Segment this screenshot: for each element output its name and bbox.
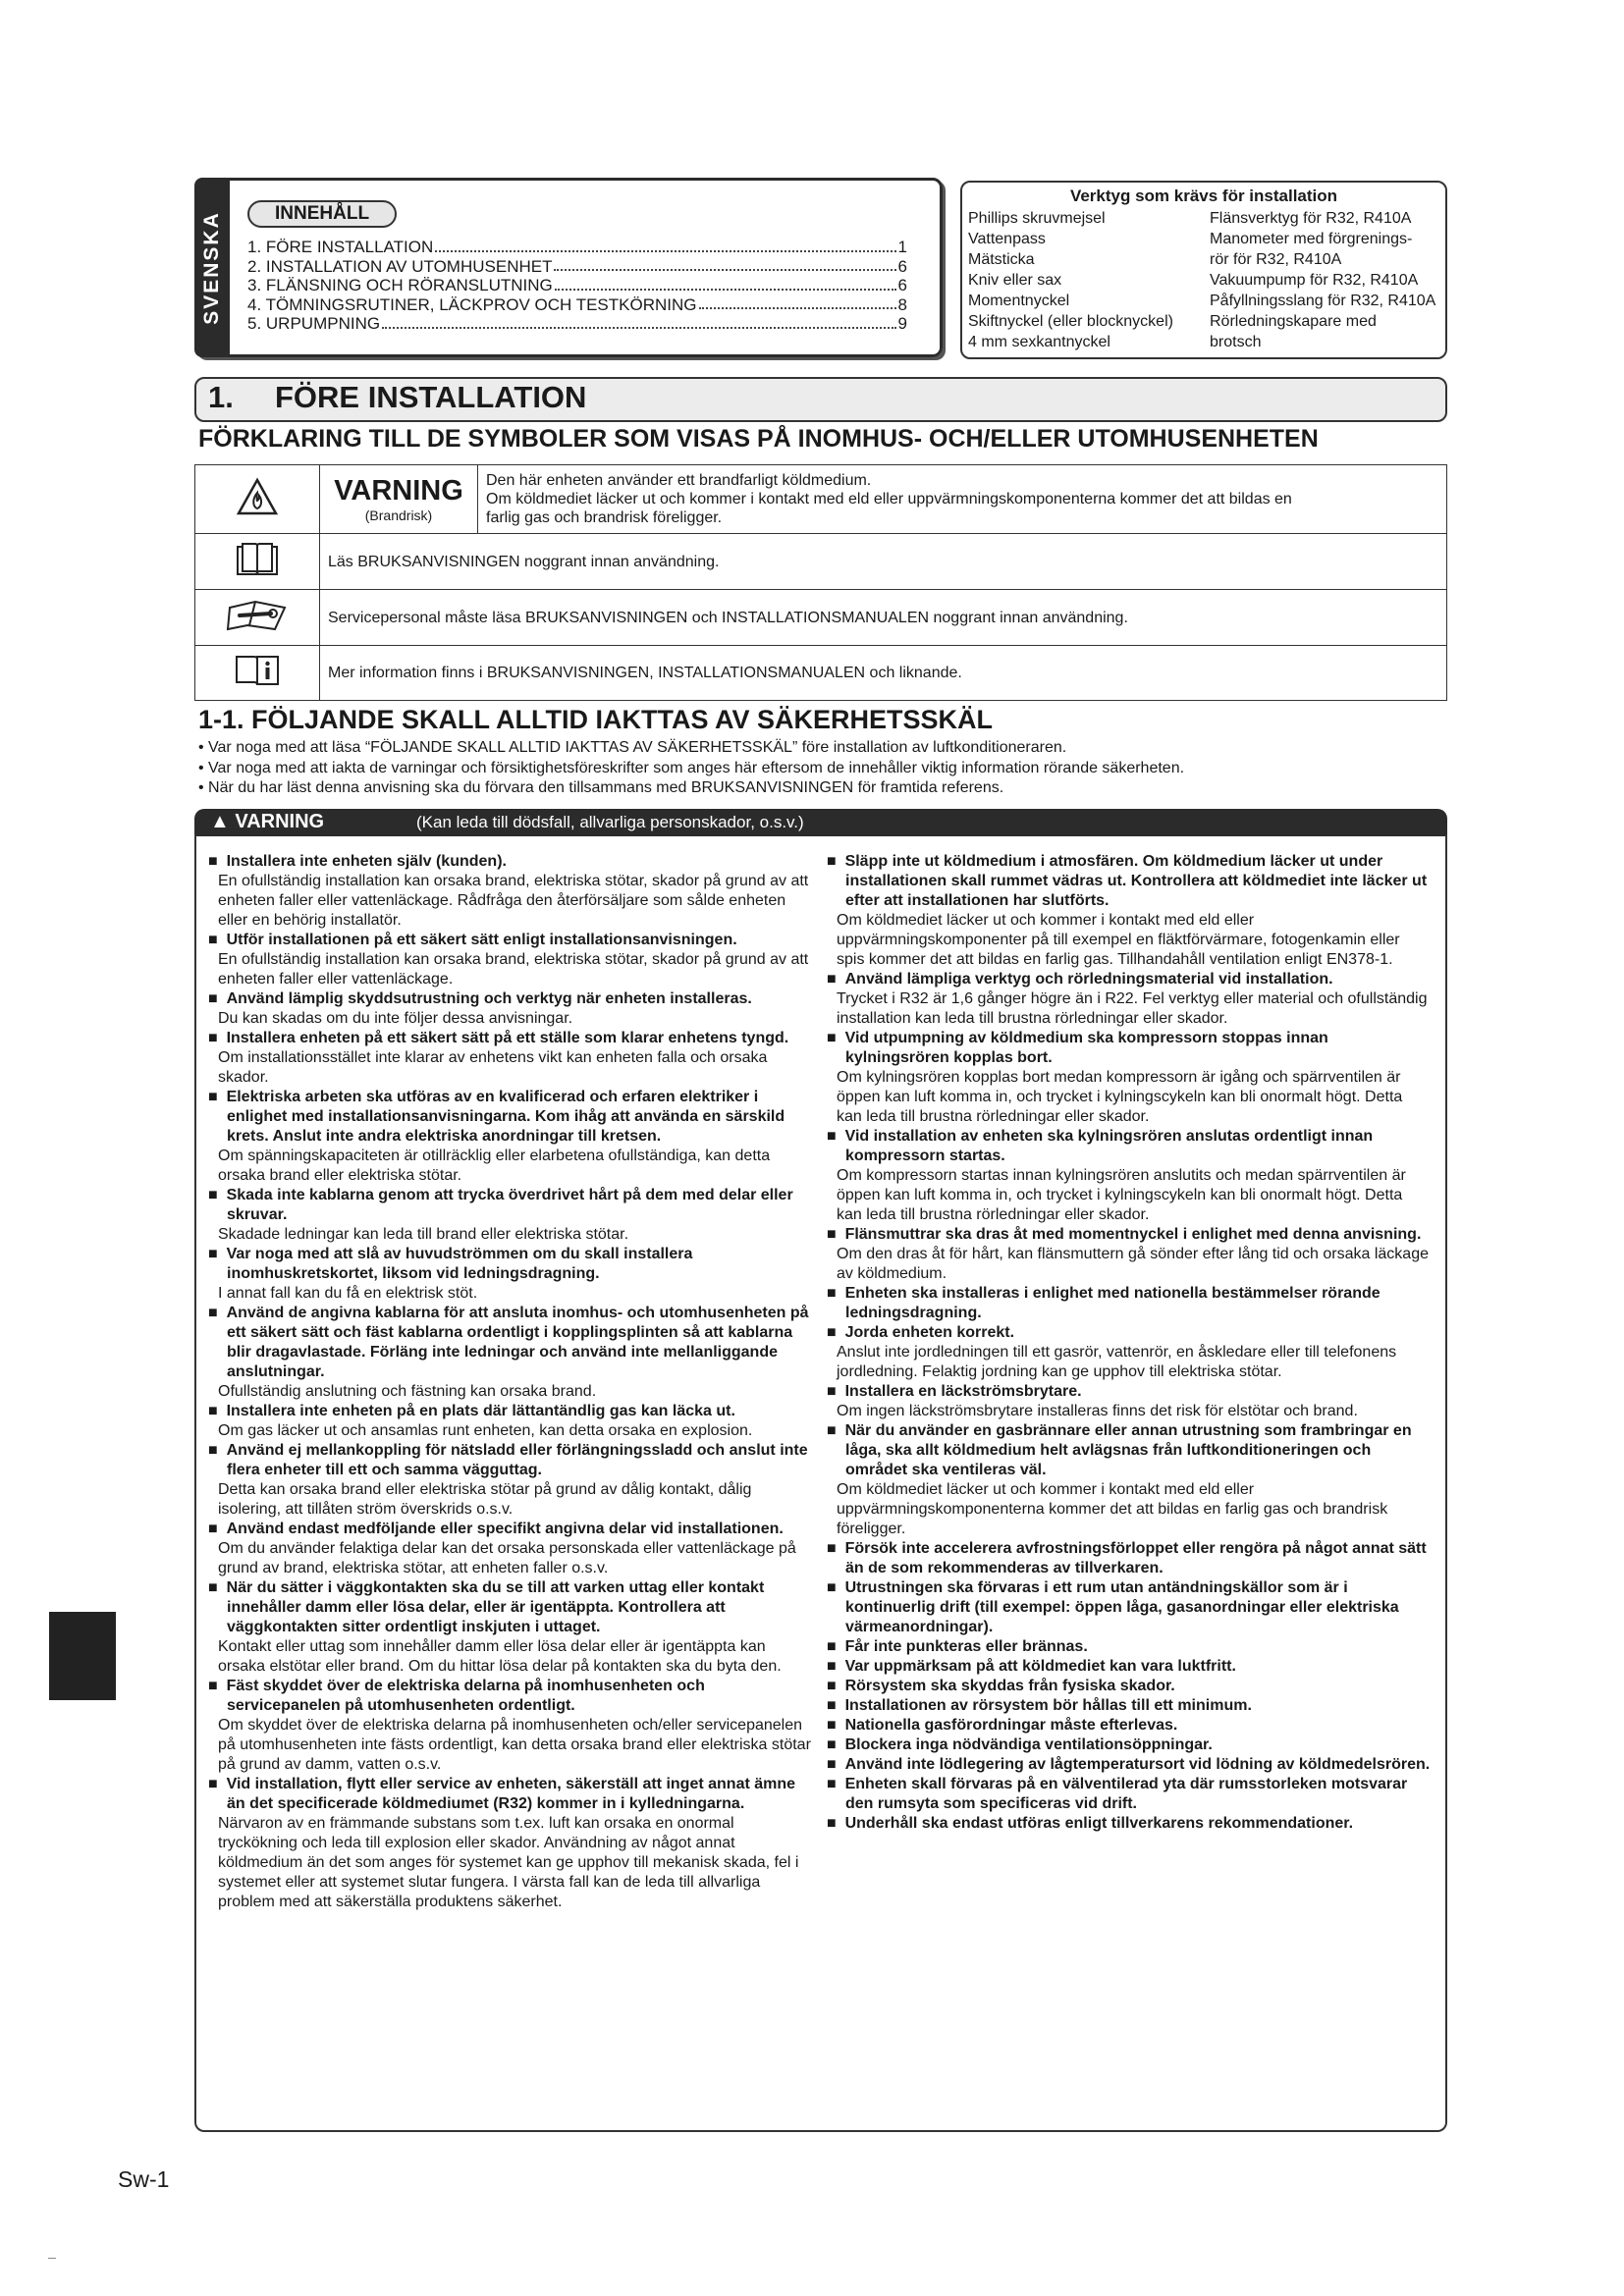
- toc-item[interactable]: 2. INSTALLATION AV UTOMHUSENHET 6: [247, 256, 907, 276]
- warning-item: [827, 1225, 1432, 1284]
- manual-book-icon: [195, 534, 320, 590]
- warning-item-body: Kontakt eller uttag som innehåller damm eller lösa delar eller är igentäppta kan orsaka elstötar eller brand. Om du hittar lösa delar på kontakten ska du byta den.: [218, 1638, 782, 1675]
- warning-item-heading: ■ Utför installationen på ett säkert sätt enligt installationsanvisningen.: [208, 931, 813, 950]
- section-title: 1. FÖRE INSTALLATION: [208, 380, 587, 414]
- tools-list-right: [1210, 208, 1435, 352]
- warning-item-heading: ■ När du använder en gasbrännare eller annan utrustning som frambringar en låga, ska allt köldmedium helt avlägsnas från luftkonditioneringen och området ska ventileras väl.: [827, 1421, 1432, 1480]
- warning-item-heading: ■ Elektriska arbeten ska utföras av en kvalificerad och erfaren elektriker i enlighet med installationsanvisningarna. Kom ihåg att använda en särskild krets. Anslut inte andra elektriska anordningar till kretsen.: [208, 1088, 813, 1147]
- warning-item-heading: ■ Var noga med att slå av huvudströmmen om du skall installera inomhuskretskortet, liksom vid ledningsdragning.: [208, 1245, 813, 1284]
- warning-item: [208, 1245, 813, 1304]
- warning-item-body: Skadade ledningar kan leda till brand eller elektriska stötar.: [218, 1226, 629, 1243]
- warning-item-body: Om kompressorn startas innan kylningsrören anslutits och medan spärrventilen är öppen kan luft komma in, och trycket i kylningscykeln kan bli onormalt högt. Detta kan leda till brustna rörledningar eller skador.: [837, 1167, 1406, 1223]
- tool-item: Rörledningskapare med: [1210, 313, 1377, 330]
- warning-item-heading: ■ Utrustningen ska förvaras i ett rum utan antändningskällor som är i kontinuerlig drift (till exempel: öppen låga, gasanordningar eller elektriska värmeanordningar).: [827, 1578, 1432, 1637]
- tool-item: Skiftnyckel (eller blocknyckel): [968, 313, 1173, 330]
- warning-item-heading: ■ Installera inte enheten på en plats där lättantändlig gas kan läcka ut.: [208, 1402, 813, 1421]
- safety-heading: 1-1. FÖLJANDE SKALL ALLTID IAKTTAS AV SÄKERHETSSKÄL: [198, 705, 994, 734]
- warning-item-heading: ■ Använd de angivna kablarna för att ansluta inomhus- och utomhusenheten på ett säkert sätt och fäst kablarna ordentligt i kopplingsplinten så att kablarna blir dragavlastade. Förläng inte ledningar och använd inte mellanliggande anslutningar.: [208, 1304, 813, 1382]
- warning-item: [827, 1755, 1432, 1775]
- info-description: Mer information finns i BRUKSANVISNINGEN, INSTALLATIONSMANUALEN och liknande.: [320, 646, 1447, 701]
- page-number: Sw-1: [118, 2166, 170, 2192]
- warning-item-heading: ■ Vid installation av enheten ska kylningsrören anslutas ordentligt innan kompressorn startas.: [827, 1127, 1432, 1166]
- tool-item: Vakuumpump för R32, R410A: [1210, 272, 1419, 289]
- warning-label: VARNING: [334, 475, 463, 507]
- warning-item-body: Ofullständig anslutning och fästning kan orsaka brand.: [218, 1383, 597, 1400]
- warning-item-heading: ■ Var uppmärksam på att köldmediet kan vara luktfritt.: [827, 1657, 1432, 1677]
- warning-item-body: Närvaron av en främmande substans som t.ex. luft kan orsaka en onormal tryckökning och leda till explosion eller skador. Användning av något annat köldmedium än det som anges för systemet kan ge upphov till mekanisk skada, fel i systemet eller att systemet slutar fungera. I värsta fall kan de leda till allvarliga problem med att säkerställa produktens säkerhet.: [218, 1815, 799, 1910]
- warning-item-heading: ■ Använd endast medföljande eller specifikt angivna delar vid installationen.: [208, 1520, 813, 1539]
- section-subtitle: FÖRKLARING TILL DE SYMBOLER SOM VISAS PÅ INOMHUS- OCH/ELLER UTOMHUSENHETEN: [198, 425, 1319, 453]
- warning-item-body: Detta kan orsaka brand eller elektriska stötar på grund av dålig kontakt, dålig isolering, att tillåten ström överskrids o.s.v.: [218, 1481, 752, 1518]
- warning-sublabel: (Brandrisk): [364, 507, 433, 523]
- warning-item: [827, 1696, 1432, 1716]
- warning-item: [208, 1304, 813, 1402]
- manual-description: Läs BRUKSANVISNINGEN noggrant innan användning.: [320, 534, 1447, 590]
- tool-item: Kniv eller sax: [968, 272, 1062, 289]
- warning-item: [208, 1520, 813, 1578]
- toc-list: [247, 238, 907, 334]
- warning-bar-sub: (Kan leda till dödsfall, allvarliga personskador, o.s.v.): [416, 813, 804, 831]
- tools-title: Verktyg som krävs för installation: [1069, 187, 1338, 205]
- warning-item: [827, 1421, 1432, 1539]
- warning-item: [827, 1382, 1432, 1421]
- warning-item: [827, 1284, 1432, 1323]
- warning-item-heading: ■ Installera enheten på ett säkert sätt på ett ställe som klarar enhetens tyngd.: [208, 1029, 813, 1048]
- warning-item-body: Du kan skadas om du inte följer dessa anvisningar.: [218, 1010, 573, 1027]
- warning-item-heading: ■ Använd ej mellankoppling för nätsladd eller förlängningssladd och anslut inte flera enheter till ett och samma vägguttag.: [208, 1441, 813, 1480]
- flammable-warning-icon: [195, 465, 320, 534]
- warning-item-heading: ■ Installationen av rörsystem bör hållas till ett minimum.: [827, 1696, 1432, 1716]
- warning-item-heading: ■ Får inte punkteras eller brännas.: [827, 1637, 1432, 1657]
- warning-item-heading: ■ Enheten ska installeras i enlighet med nationella bestämmelser rörande ledningsdragning.: [827, 1284, 1432, 1323]
- warning-column-right: [827, 852, 1432, 1834]
- warning-item: [827, 1735, 1432, 1755]
- warning-item-heading: ■ Skada inte kablarna genom att trycka överdrivet hårt på dem med delar eller skruvar.: [208, 1186, 813, 1225]
- warning-item-heading: ■ Rörsystem ska skyddas från fysiska skador.: [827, 1677, 1432, 1696]
- warning-item-heading: ■ Jorda enheten korrekt.: [827, 1323, 1432, 1343]
- warning-item: [827, 1716, 1432, 1735]
- warning-item-heading: ■ Nationella gasförordningar måste efterlevas.: [827, 1716, 1432, 1735]
- warning-item-body: En ofullständig installation kan orsaka brand, elektriska stötar, skador på grund av att enheten faller eller vattenläckage.: [218, 951, 809, 988]
- warning-item-body: Trycket i R32 är 1,6 gånger högre än i R22. Fel verktyg eller material och ofullständig installation kan leda till brustna rörledningar eller skador.: [837, 990, 1428, 1027]
- warning-item-heading: ■ Flänsmuttrar ska dras åt med momentnyckel i enlighet med denna anvisning.: [827, 1225, 1432, 1245]
- language-tab-label: SVENSKA: [200, 210, 223, 325]
- toc-item[interactable]: 5. URPUMPNING 9: [247, 314, 907, 333]
- warning-item-heading: ■ Installera en läckströmsbrytare.: [827, 1382, 1432, 1402]
- warning-item-heading: ■ Vid installation, flytt eller service av enheten, säkerställ att inget annat ämne än det specificerade köldmediumet (R32) kommer in i kylledningarna.: [208, 1775, 813, 1814]
- tool-item: Manometer med förgrenings-: [1210, 231, 1413, 247]
- warning-item-heading: ■ Installera inte enheten själv (kunden).: [208, 852, 813, 872]
- warning-item-heading: ■ Använd inte lödlegering av lågtemperatursort vid lödning av köldmedelsrören.: [827, 1755, 1432, 1775]
- service-manual-icon: [195, 590, 320, 646]
- warning-item-heading: ■ Underhåll ska endast utföras enligt tillverkarens rekommendationer.: [827, 1814, 1432, 1834]
- warning-item-heading: ■ Använd lämplig skyddsutrustning och verktyg när enheten installeras.: [208, 989, 813, 1009]
- toc-item[interactable]: 3. FLÄNSNING OCH RÖRANSLUTNING 6: [247, 276, 907, 294]
- warning-item-heading: ■ Försök inte accelerera avfrostningsförloppet eller rengöra på något annat sätt än de som rekommenderas av tillverkaren.: [827, 1539, 1432, 1578]
- warning-item-heading: ■ När du sätter i väggkontakten ska du se till att varken uttag eller kontakt innehåller damm eller lösa delar, eller är igentäppta. Kontrollera att väggkontakten sitter ordentligt inskjuten i uttaget.: [208, 1578, 813, 1637]
- warning-item-heading: ■ Använd lämpliga verktyg och rörledningsmaterial vid installation.: [827, 970, 1432, 989]
- warning-item: [827, 1029, 1432, 1127]
- warning-item-body: Om gas läcker ut och ansamlas runt enheten, kan detta orsaka en explosion.: [218, 1422, 753, 1439]
- warning-item: [827, 1539, 1432, 1578]
- tool-item: 4 mm sexkantnyckel: [968, 334, 1110, 350]
- warning-item: [208, 1578, 813, 1677]
- tool-item: Påfyllningsslang för R32, R410A: [1210, 293, 1436, 309]
- tools-list-left: [968, 208, 1173, 352]
- warning-label-cell: [320, 465, 478, 534]
- warning-item-body: Om ingen läckströmsbrytare installeras finns det risk för elstötar och brand.: [837, 1403, 1358, 1419]
- warning-item-body: Om du använder felaktiga delar kan det orsaka personskada eller vattenläckage på grund av brand, elektriska stötar, att enheten faller o.s.v.: [218, 1540, 796, 1576]
- warning-item-heading: ■ Släpp inte ut köldmedium i atmosfären. Om köldmedium läcker ut under installationen skall rummet vädras ut. Kontrollera att köldmediet inte läcker ut efter att installationen har slutförts.: [827, 852, 1432, 911]
- warning-item-body: Om kylningsrören kopplas bort medan kompressorn är igång och spärrventilen är öppen kan luft komma in, och trycket i kylningscykeln kan bli onormalt högt. Detta kan leda till brustna rörledningar eller skador.: [837, 1069, 1403, 1125]
- warning-item-body: Anslut inte jordledningen till ett gasrör, vattenrör, en åskledare eller till telefonens jordledning. Felaktig jordning kan ge upphov till elektriska stötar.: [837, 1344, 1397, 1380]
- warning-item-body: Om köldmediet läcker ut och kommer i kontakt med eld eller uppvärmningskomponenterna kommer det att bildas en farlig gas och brandrisk föreligger.: [837, 1481, 1388, 1537]
- warning-item: [208, 1441, 813, 1520]
- tool-item: Mätsticka: [968, 251, 1035, 268]
- warning-item: [827, 852, 1432, 970]
- warning-item-body: Om köldmediet läcker ut och kommer i kontakt med eld eller uppvärmningskomponenter på till exempel en fläktförvärmare, fotogenkamin eller spis kommer det att bildas en farlig gas. Tillhandahåll ventilation enligt EN378-1.: [837, 912, 1400, 968]
- tool-item: rör för R32, R410A: [1210, 251, 1342, 268]
- tool-item: Momentnyckel: [968, 293, 1070, 309]
- service-description: Servicepersonal måste läsa BRUKSANVISNINGEN och INSTALLATIONSMANUALEN noggrant innan användning.: [320, 590, 1447, 646]
- warning-item-body: I annat fall kan du få en elektrisk stöt.: [218, 1285, 478, 1302]
- warning-item-body: En ofullständig installation kan orsaka brand, elektriska stötar, skador på grund av att enheten faller eller vattenläckage. Rådfråga den återförsäljare som sålde enheten eller en behörig installatör.: [218, 873, 809, 929]
- bullet-item: • Var noga med att iakta de varningar och försiktighetsföreskrifter som anges här eftersom de innehåller viktig information rörande säkerheten.: [198, 759, 1445, 779]
- language-tab: [194, 178, 230, 357]
- warning-item: [208, 852, 813, 931]
- warning-item: [827, 1127, 1432, 1225]
- warning-item: [208, 1186, 813, 1245]
- warning-item: [827, 1677, 1432, 1696]
- symbols-table: [194, 464, 1447, 701]
- bullet-item: • När du har läst denna anvisning ska du förvara den tillsammans med BRUKSANVISNINGEN för framtida referens.: [198, 778, 1445, 799]
- warning-item-body: Om skyddet över de elektriska delarna på inomhusenheten och/eller servicepanelen på utomhusenheten inte fästs ordentligt, kan detta orsaka brand eller elektriska stötar på grund av damm, vatten o.s.v.: [218, 1717, 811, 1773]
- warning-item: [208, 1677, 813, 1775]
- warning-item-heading: ■ Enheten skall förvaras på en välventilerad yta där rumsstorleken motsvarar den rumsyta som specificeras vid drift.: [827, 1775, 1432, 1814]
- warning-item: [208, 1029, 813, 1088]
- warning-item-body: Om installationsstället inte klarar av enhetens vikt kan enheten falla och orsaka skador.: [218, 1049, 768, 1086]
- tool-item: brotsch: [1210, 334, 1262, 350]
- warning-item: [208, 1088, 813, 1186]
- warning-item-heading: ■ Blockera inga nödvändiga ventilationsöppningar.: [827, 1735, 1432, 1755]
- warning-item: [208, 989, 813, 1029]
- warning-item: [827, 1775, 1432, 1814]
- warning-item: [208, 1402, 813, 1441]
- warning-item: [827, 1657, 1432, 1677]
- warning-description: Den här enheten använder ett brandfarligt köldmedium. Om köldmediet läcker ut och kommer i kontakt med eld eller uppvärmningskomponenterna kommer det att bildas en farlig gas och brandrisk föreligger.: [478, 465, 1447, 534]
- toc-item[interactable]: 4. TÖMNINGSRUTINER, LÄCKPROV OCH TESTKÖRNING 8: [247, 294, 907, 314]
- toc-title: INNEHÅLL: [247, 200, 397, 228]
- warning-bar-label: ▲ VARNING: [210, 811, 325, 832]
- tool-item: Vattenpass: [968, 231, 1046, 247]
- toc-item[interactable]: 1. FÖRE INSTALLATION 1: [247, 238, 907, 256]
- warning-item: [208, 931, 813, 989]
- warning-item-heading: ■ Vid utpumpning av köldmedium ska kompressorn stoppas innan kylningsrören kopplas bort.: [827, 1029, 1432, 1068]
- warning-item: [827, 1814, 1432, 1834]
- warning-triangle-icon: ▲: [210, 811, 236, 832]
- warning-item: [827, 1637, 1432, 1657]
- warning-item-heading: ■ Fäst skyddet över de elektriska delarna på inomhusenheten och servicepanelen på utomhusenheten ordentligt.: [208, 1677, 813, 1716]
- warning-item: [827, 1578, 1432, 1637]
- tool-item: Phillips skruvmejsel: [968, 210, 1106, 227]
- warning-column-left: [208, 852, 813, 1912]
- warning-item-body: Om spänningskapaciteten är otillräcklig eller elarbetena ofullständiga, kan detta orsaka brand eller elektriska stötar.: [218, 1148, 771, 1184]
- warning-item: [827, 970, 1432, 1029]
- safety-bullets: [198, 738, 1445, 799]
- warning-item: [827, 1323, 1432, 1382]
- tool-item: Flänsverktyg för R32, R410A: [1210, 210, 1412, 227]
- warning-item-body: Om den dras åt för hårt, kan flänsmuttern gå sönder efter lång tid och orsaka läckage av köldmedium.: [837, 1246, 1429, 1282]
- bullet-item: • Var noga med att läsa “FÖLJANDE SKALL ALLTID IAKTTAS AV SÄKERHETSSKÄL” före installation av luftkonditioneraren.: [198, 738, 1445, 759]
- warning-bar: [194, 809, 1447, 836]
- side-tab-block: [49, 1612, 116, 1700]
- crop-mark: [48, 2258, 56, 2259]
- info-icon: [195, 646, 320, 701]
- warning-item: [208, 1775, 813, 1912]
